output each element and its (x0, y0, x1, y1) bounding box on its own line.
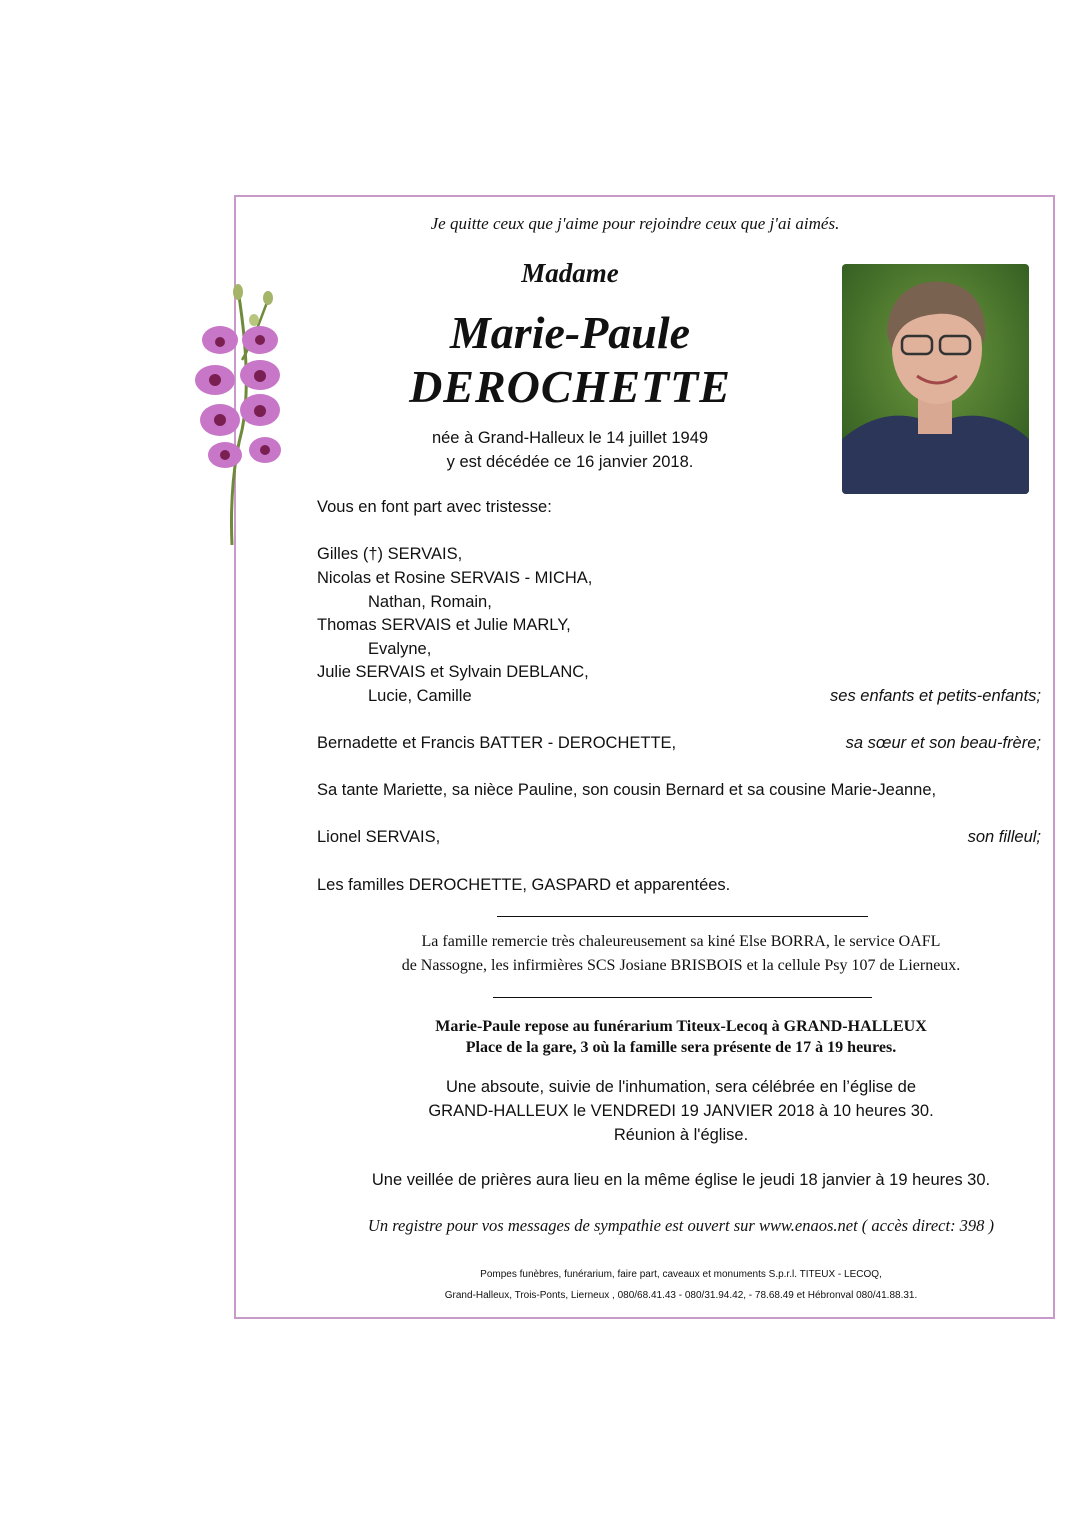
funerarium-info (300, 1016, 1062, 1058)
family-line: Gilles (†) SERVAIS, (317, 545, 463, 563)
separator (497, 916, 868, 917)
birth-line: née à Grand-Halleux le 14 juillet 1949 (431, 429, 709, 447)
family-line: Evalyne, (368, 640, 432, 658)
children-role: ses enfants et petits-enfants; (830, 687, 1041, 705)
godson-line: Lionel SERVAIS, (317, 828, 441, 846)
thanks-paragraph (300, 930, 1062, 978)
register-line: Un registre pour vos messages de sympathie est ouvert sur www.enaos.net ( accès direct: 398 ) (367, 1216, 995, 1235)
godson-role: son filleul; (967, 828, 1041, 846)
thanks-line: La famille remercie très chaleureusement sa kiné Else BORRA, le service OAFL (421, 933, 941, 950)
footer-line: Grand-Halleux, Trois-Ponts, Lierneux , 080/68.41.43 - 080/31.94.42, - 78.68.49 et Hébronval 080/41.88.31. (444, 1290, 918, 1301)
sister-role: sa sœur et son beau-frère; (845, 734, 1041, 752)
honorific: Madame (521, 258, 619, 288)
portrait-photo (842, 264, 1029, 494)
death-line: y est décédée ce 16 janvier 2018. (446, 453, 694, 471)
intro-line: Vous en font part avec tristesse: (317, 498, 552, 516)
family-line: Nathan, Romain, (368, 593, 492, 611)
sister-line: Bernadette et Francis BATTER - DEROCHETTE, (317, 734, 677, 752)
family-line: Nicolas et Rosine SERVAIS - MICHA, (317, 569, 593, 587)
service-line: Une absoute, suivie de l'inhumation, sera célébrée en l’église de (445, 1078, 917, 1096)
last-name: DEROCHETTE (409, 361, 731, 412)
service-line: GRAND-HALLEUX le VENDREDI 19 JANVIER 2018 à 10 heures 30. (428, 1102, 934, 1120)
relatives-line: Sa tante Mariette, sa nièce Pauline, son cousin Bernard et sa cousine Marie-Jeanne, (317, 781, 937, 799)
rest-line: Marie-Paule repose au funérarium Titeux-Lecoq à GRAND-HALLEUX (435, 1018, 927, 1035)
vigil-line: Une veillée de prières aura lieu en la même église le jeudi 18 janvier à 19 heures 30. (371, 1171, 991, 1189)
footer-line: Pompes funèbres, funérarium, faire part, caveaux et monuments S.p.r.l. TITEUX - LECOQ, (480, 1269, 882, 1280)
birth-death-info (370, 426, 770, 474)
family-line: Thomas SERVAIS et Julie MARLY, (317, 616, 571, 634)
family-line: Julie SERVAIS et Sylvain DEBLANC, (317, 663, 589, 681)
families-line: Les familles DEROCHETTE, GASPARD et apparentées. (317, 876, 731, 894)
separator (493, 997, 872, 998)
rest-line: Place de la gare, 3 où la famille sera présente de 17 à 19 heures. (465, 1039, 897, 1056)
epitaph-quote: Je quitte ceux que j'aime pour rejoindre ceux que j'ai aimés. (430, 214, 840, 233)
service-line: Réunion à l'église. (613, 1126, 749, 1144)
first-name: Marie-Paule (449, 307, 691, 358)
service-info (300, 1075, 1062, 1147)
thanks-line: de Nassogne, les infirmières SCS Josiane BRISBOIS et la cellule Psy 107 de Lierneux. (401, 957, 961, 974)
funeral-home-footer (300, 1264, 1062, 1306)
family-line: Lucie, Camille (368, 687, 472, 705)
orchid-illustration (190, 280, 290, 545)
